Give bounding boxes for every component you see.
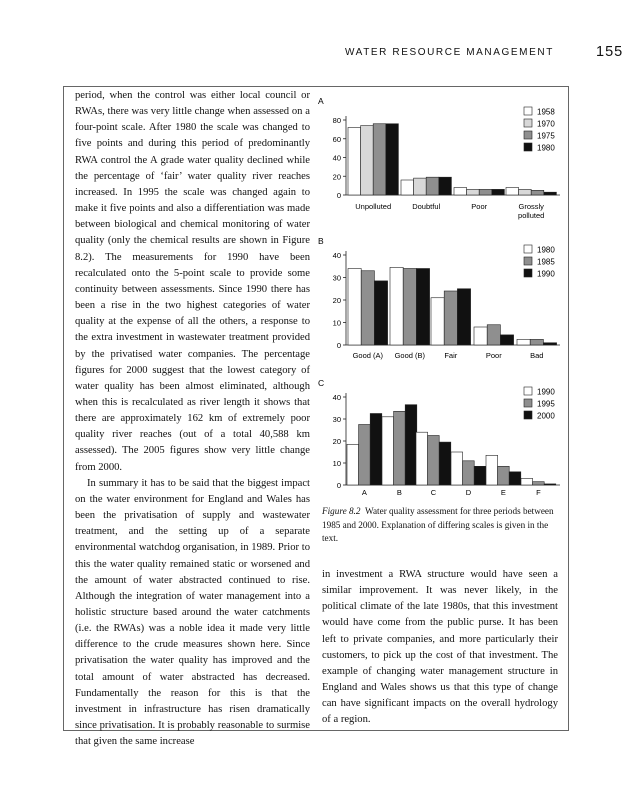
bar	[370, 414, 382, 486]
x-tick-label: Unpolluted	[355, 202, 392, 211]
chart-panel-c	[318, 378, 560, 497]
bar	[361, 126, 374, 195]
bar	[543, 343, 556, 345]
x-tick-label: C	[430, 488, 437, 497]
bar	[474, 466, 486, 485]
y-tick-label: 80	[332, 116, 341, 125]
x-tick-label: Fair	[444, 351, 458, 360]
bar	[374, 281, 387, 345]
bar	[544, 192, 557, 195]
x-tick-label: B	[396, 488, 402, 497]
y-tick-label: 30	[332, 273, 341, 283]
legend-label: 1975	[537, 131, 555, 141]
bar	[506, 188, 519, 196]
legend-label: 1985	[537, 257, 555, 267]
y-tick-label: 0	[336, 481, 341, 490]
bar	[428, 436, 440, 486]
bar	[361, 271, 374, 345]
legend-swatch	[524, 245, 532, 253]
legend-swatch	[524, 143, 532, 151]
bar	[359, 425, 371, 486]
bar	[487, 325, 500, 345]
bar	[531, 190, 544, 195]
bar	[382, 417, 394, 485]
bar	[394, 411, 406, 485]
bar	[444, 291, 457, 345]
bar	[544, 484, 556, 485]
bar	[451, 452, 463, 485]
bar	[439, 442, 451, 485]
legend-swatch	[524, 257, 532, 265]
legend-swatch	[524, 107, 532, 115]
bar	[414, 178, 427, 195]
legend-swatch	[524, 269, 532, 277]
bar	[498, 466, 510, 485]
bar	[519, 189, 532, 195]
legend-label: 1958	[537, 107, 555, 117]
y-tick-label: 0	[336, 341, 341, 350]
bar	[439, 177, 452, 195]
panel-letter: C	[318, 378, 325, 388]
y-tick-label: 10	[332, 459, 341, 468]
legend-label: 2000	[537, 411, 555, 421]
y-tick-label: 40	[332, 393, 341, 402]
y-tick-label: 20	[332, 172, 341, 182]
paragraph: in investment a RWA structure would have seen a similar improvement. It was never likely, in the political climate of the late 1980s, that this investment would have come from the public purse. It has been left to private companies, and more particularly their customers, to pick up the cost of that investment. The example of changing water management structure in England and Wales shows us that this type of change can have significant impacts on the overall hydrology of a region.	[322, 569, 558, 726]
x-tick-label: F	[536, 488, 541, 497]
bar	[426, 177, 439, 195]
bar	[386, 124, 399, 195]
y-tick-label: 60	[332, 134, 341, 144]
y-tick-label: 20	[332, 296, 341, 305]
bar	[454, 188, 467, 196]
y-tick-label: 20	[332, 437, 341, 446]
bar	[347, 444, 359, 485]
bar	[401, 180, 414, 195]
legend-swatch	[524, 411, 532, 419]
x-tick-label: Good (B)	[394, 351, 426, 360]
x-tick-label: Good (A)	[352, 351, 384, 360]
y-tick-label: 30	[332, 415, 341, 424]
bar	[530, 339, 543, 345]
bar	[500, 335, 513, 345]
legend-swatch	[524, 399, 532, 407]
x-tick-label: Poor	[485, 351, 502, 360]
bar	[517, 339, 530, 345]
bar	[533, 482, 545, 485]
right-column	[322, 567, 558, 729]
y-tick-label: 40	[332, 251, 341, 260]
x-tick-label: A	[361, 488, 367, 497]
bar	[479, 189, 492, 195]
paragraph: In summary it has to be said that the biggest impact on the water environment for England and Wales has been the privatisation of supply and wastewater treatment, and the setting up of a separate environmental watchdog organisation, in 1989. Prior to this the water quality remained static or worsened and the amount of water abstracted continued to rise. Although the integration of water management into a holistic structure based around the water catchments (i.e. the RWAs) was a noble idea it made very little difference to the crude measures shown here. Since privatisation the water quality has improved and the total amount of water abstracted has decreased. Fundamentally the reason for this is that the investment in infrastructure has risen dramatically since privatisation. It is probably reasonable to surmise that given the same increase	[75, 477, 310, 748]
x-tick-label: Grossly polluted	[518, 202, 545, 220]
x-tick-label: E	[500, 488, 506, 497]
legend-swatch	[524, 119, 532, 127]
figure-label: Figure 8.2	[322, 506, 361, 516]
y-tick-label: 40	[332, 153, 341, 163]
bar	[348, 269, 361, 346]
x-tick-label: Doubtful	[412, 202, 441, 211]
bar	[416, 269, 429, 346]
legend-label: 1990	[537, 269, 555, 279]
bar	[431, 298, 444, 345]
legend-label: 1980	[537, 143, 555, 153]
x-tick-label: Bad	[530, 351, 544, 360]
legend-label: 1970	[537, 119, 555, 129]
running-title: WATER RESOURCE MANAGEMENT	[345, 47, 554, 58]
y-tick-label: 0	[336, 191, 341, 200]
panel-letter: B	[318, 236, 324, 246]
chart-panel-b	[318, 236, 560, 360]
bar	[373, 124, 386, 195]
legend-swatch	[524, 387, 532, 395]
chart-panel-a	[318, 96, 560, 220]
panel-letter: A	[318, 96, 324, 106]
bar	[348, 128, 361, 196]
page-number: 155	[596, 44, 624, 60]
y-tick-label: 10	[332, 318, 341, 328]
bar	[474, 327, 487, 345]
bar	[521, 478, 533, 485]
bar	[492, 189, 505, 195]
figure-caption	[322, 505, 558, 546]
legend-label: 1990	[537, 387, 555, 397]
x-tick-label: D	[465, 488, 472, 497]
bar	[463, 461, 475, 485]
caption-text: Water quality assessment for three periods between 1985 and 2000. Explanation of differing scales is given in the text.	[322, 506, 554, 543]
bar	[416, 432, 428, 485]
legend-swatch	[524, 131, 532, 139]
bar	[390, 267, 403, 345]
bar	[457, 289, 470, 345]
bar	[403, 269, 416, 346]
legend-label: 1980	[537, 245, 555, 255]
x-tick-label: Poor	[471, 202, 488, 211]
bar	[509, 472, 521, 485]
bar	[405, 405, 417, 485]
bar	[467, 189, 480, 195]
legend-label: 1995	[537, 399, 555, 409]
bar	[486, 455, 498, 485]
paragraph: period, when the control was either local council or RWAs, there was very little change when assessed on a four-point scale. After 1980 the scale was changed to five points and during this period of predominantly RWA control the A grade water quality declined while the percentage of ‘fair’ water quality river reaches increased. In 1995 the scale was changed again to make it five points and also a differentiation was made between biological and chemical monitoring of water quality (only the chemical results are shown in Figure 8.2). The measurements for 1990 have been recalculated onto the 5-point scale to provide some continuity between assessments. Since 1990 there has been a rise in the two highest categories of water quality at the expense of all the others, a response to the extra investment in wastewater treatment provided by the privatised water companies. The percentage figures for 2000 suggest that the lowest category of water quality has been almost eliminated, although when this is recalculated as river length it shows that there are approximately 162 km of extremely poor quality river reaches (out of a total 40,588 km assessed). The 2005 figures show very little change from 2000.	[75, 90, 310, 473]
